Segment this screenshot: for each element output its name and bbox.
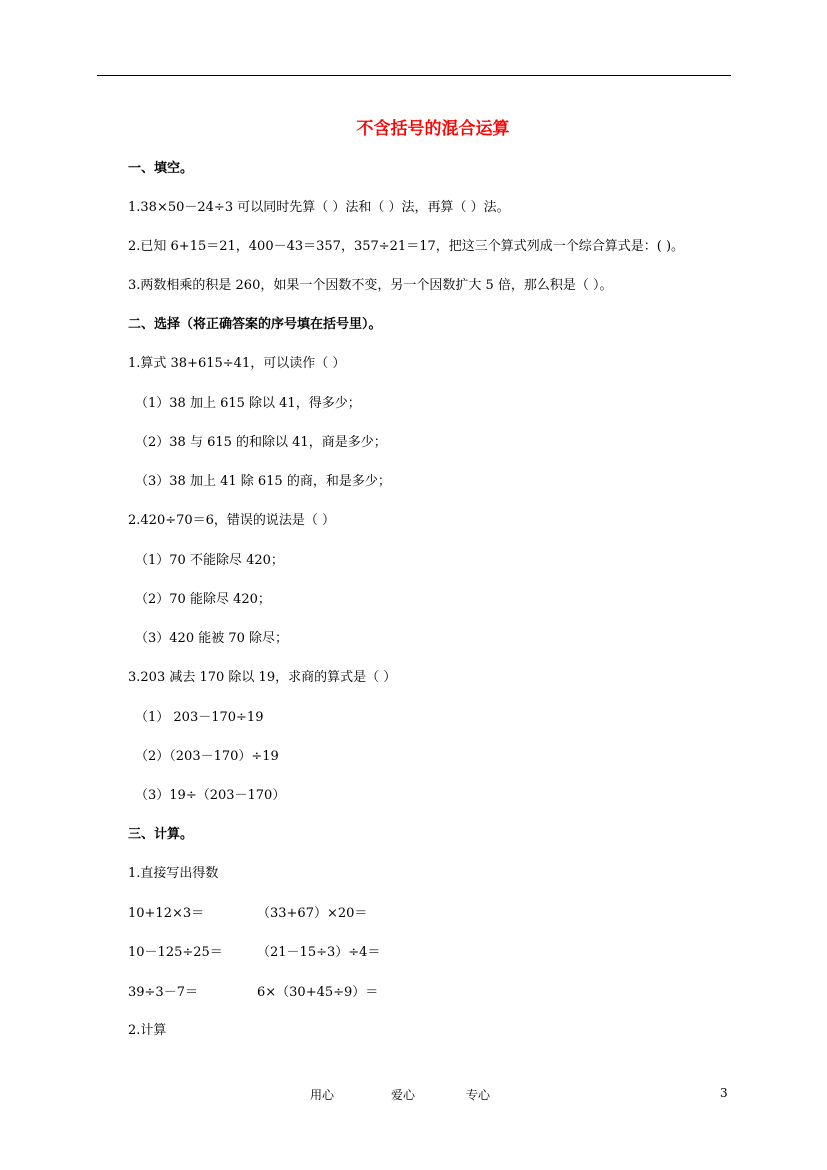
footer-middle: 爱心: [391, 1088, 416, 1102]
footer-right: 专心: [466, 1088, 491, 1102]
section1-question-1: 1.38×50－24÷3 可以同时先算（ ）法和（ ）法，再算（ ）法。: [128, 200, 510, 215]
option-item: （1）70 不能除尽 420；: [135, 553, 284, 568]
calc-row-2-left: 10－125÷25＝: [128, 945, 223, 960]
calc-row-3-right: 6×（30+45÷9）＝: [257, 985, 379, 1000]
calc-row-2-right: （21－15÷3）÷4＝: [257, 945, 381, 960]
option-item: （1）38 加上 615 除以 41，得多少；: [135, 396, 361, 411]
section1-question-2: 2.已知 6+15＝21，400－43＝357，357÷21＝17，把这三个算式列成一个综合算式是：( )。: [128, 239, 685, 254]
page-number: 3: [720, 1086, 728, 1100]
option-item: （3）420 能被 70 除尽；: [135, 631, 289, 646]
section1-heading: 一、填空。: [128, 161, 194, 176]
section2-question-1: 1.算式 38+615÷41，可以读作（ ）: [128, 356, 346, 371]
calc-row-1-right: （33+67）×20＝: [257, 906, 368, 921]
footer-left: 用心: [310, 1088, 335, 1102]
option-item: （3）38 加上 41 除 615 的商，和是多少；: [135, 474, 391, 489]
section3-heading: 三、计算。: [128, 827, 194, 842]
section2-heading: 二、选择（将正确答案的序号填在括号里）。: [128, 317, 382, 332]
option-item: （2）（203－170）÷19: [135, 749, 279, 764]
section2-question-3: 3.203 减去 170 除以 19，求商的算式是（ ）: [128, 670, 397, 685]
option-item: （1） 203－170÷19: [135, 710, 264, 725]
option-item: （2）38 与 615 的和除以 41，商是多少；: [135, 435, 387, 450]
section3-sub2: 2.计算: [128, 1023, 167, 1038]
section3-sub1: 1.直接写出得数: [128, 866, 219, 881]
page-title: 不含括号的混合运算: [356, 119, 510, 139]
option-item: （2）70 能除尽 420；: [135, 592, 271, 607]
section2-question-2: 2.420÷70＝6，错误的说法是（ ）: [128, 513, 336, 528]
header-rule: [97, 75, 731, 76]
option-item: （3）19÷（203－170）: [135, 788, 286, 803]
section1-question-3: 3.两数相乘的积是 260，如果一个因数不变，另一个因数扩大 5 倍，那么积是（ ）。: [128, 278, 613, 293]
calc-row-3-left: 39÷3－7＝: [128, 985, 198, 1000]
calc-row-1-left: 10+12×3＝: [128, 906, 205, 921]
